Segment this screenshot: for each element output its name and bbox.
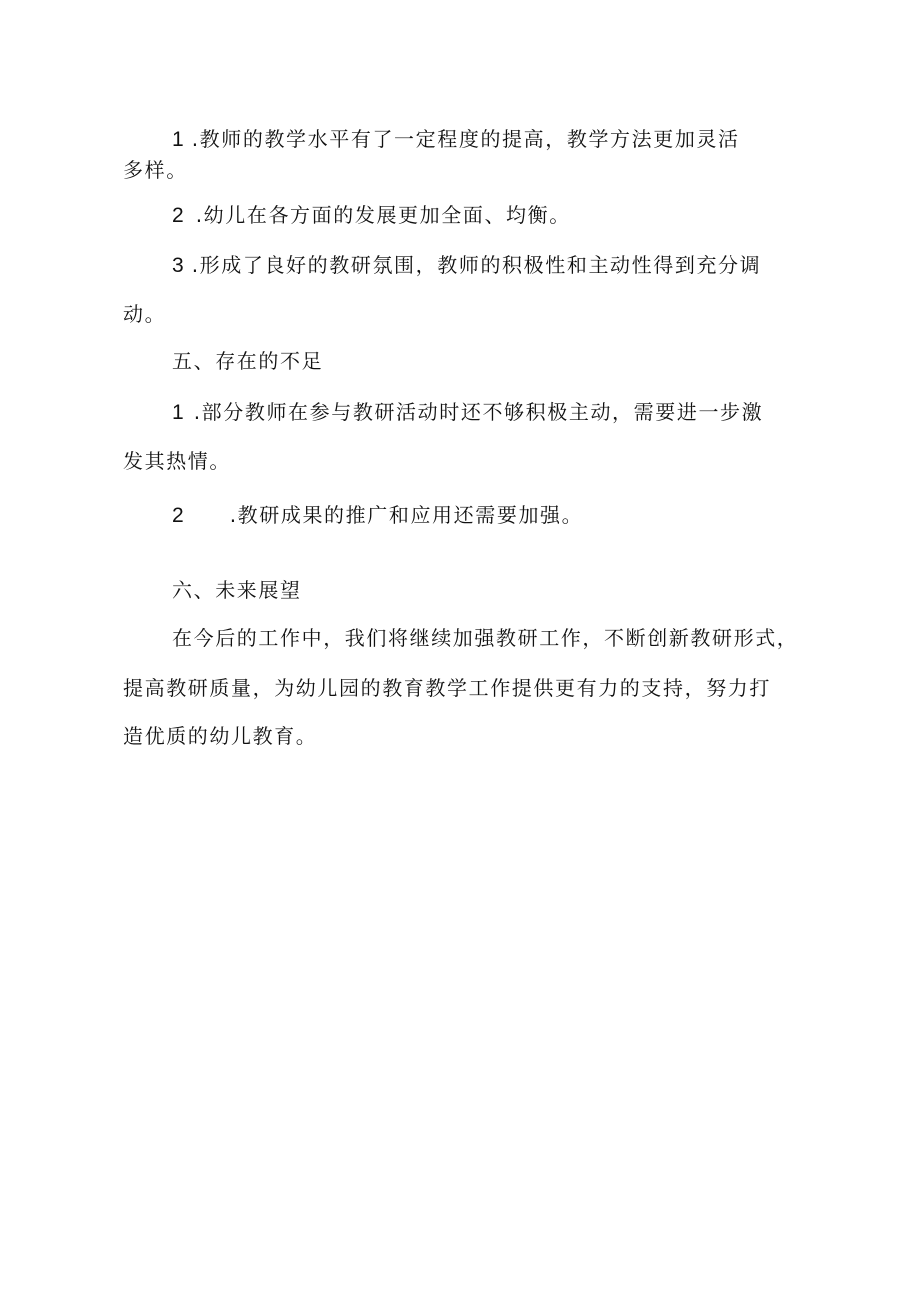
outlook-paragraph-line-3: 造优质的幼儿教育。 xyxy=(123,724,318,748)
item-text: .教师的教学水平有了一定程度的提高，教学方法更加灵活 xyxy=(191,127,740,151)
outlook-paragraph-line-1: 在今后的工作中，我们将继续加强教研工作，不断创新教研形式， xyxy=(172,626,799,650)
item-text: .部分教师在参与教研活动时还不够积极主动，需要进一步激 xyxy=(193,400,764,424)
section-heading-shortcomings: 五、存在的不足 xyxy=(172,349,324,373)
item-number: 2 xyxy=(172,504,184,527)
result-item-1-continuation: 多样。 xyxy=(123,158,188,182)
result-item-3 xyxy=(172,251,761,280)
item-number: 2 xyxy=(172,204,184,227)
shortcoming-item-1 xyxy=(172,398,763,427)
item-text: .幼儿在各方面的发展更加全面、均衡。 xyxy=(195,203,571,227)
outlook-paragraph-line-2: 提高教研质量，为幼儿园的教育教学工作提供更有力的支持，努力打 xyxy=(123,676,771,700)
item-number: 1 xyxy=(172,401,184,424)
shortcoming-item-2 xyxy=(172,501,583,530)
section-heading-outlook: 六、未来展望 xyxy=(172,578,302,602)
result-item-2 xyxy=(172,201,571,230)
result-item-1 xyxy=(172,125,740,154)
item-text: .形成了良好的教研氛围，教师的积极性和主动性得到充分调 xyxy=(191,253,762,277)
result-item-3-continuation: 动。 xyxy=(123,302,167,326)
shortcoming-item-1-continuation: 发其热情。 xyxy=(123,449,231,473)
item-number: 1 xyxy=(172,128,184,151)
item-text: .教研成果的推广和应用还需要加强。 xyxy=(229,503,584,527)
item-number: 3 xyxy=(172,254,184,277)
